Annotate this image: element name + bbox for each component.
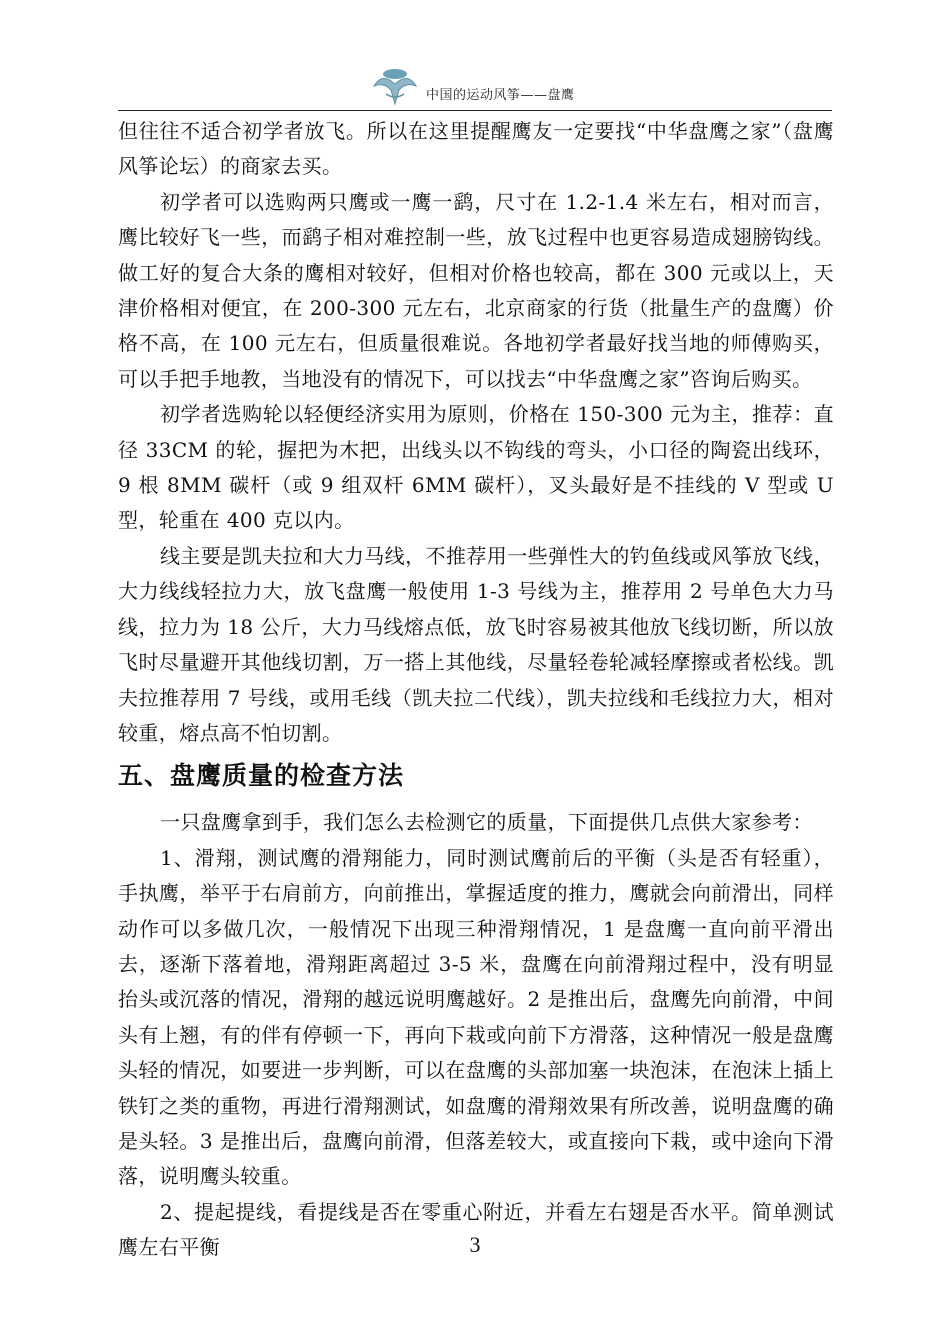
header-divider (118, 110, 832, 111)
paragraph-reel-selection: 初学者选购轮以轻便经济实用为原则，价格在 150-300 元为主，推荐：直径 33CM 的轮，握把为木把，出线头以不钩线的弯头，小口径的陶瓷出线环，9 根 8MM 碳杆（或 9 组双杆 6MM 碳杆），叉头最好是不挂线的 V 型或 U 型，轮重在 400 克以内。 (118, 402, 834, 533)
document-body (118, 114, 834, 1266)
page-number: 3 (469, 1232, 481, 1257)
header-title: 中国的运动风筝——盘鹰 (426, 88, 575, 103)
eagle-logo-icon (372, 64, 418, 108)
paragraph-bridle-test: 2、提起提线，看提线是否在零重心附近，并看左右翅是否水平。简单测试鹰左右平衡 (118, 1199, 834, 1260)
paragraph-beginner-kite-purchase: 初学者可以选购两只鹰或一鹰一鹞，尺寸在 1.2-1.4 米左右，相对而言，鹰比较好飞一些，而鹞子相对难控制一些，放飞过程中也更容易造成翅膀钩线。做工好的复合大条的鹰相对较好，但相对价格也较高，都在 300 元或以上，天津价格相对便宜，在 200-300 元左右，北京商家的行货（批量生产的盘鹰）价格不高，在 100 元左右，但质量很难说。各地初学者最好找当地的师傅购买，可以手把手地教，当地没有的情况下，可以找去“中华盘鹰之家”咨询后购买。 (118, 189, 834, 391)
paragraph-line-selection: 线主要是凯夫拉和大力马线，不推荐用一些弹性大的钓鱼线或风筝放飞线，大力线线轻拉力大，放飞盘鹰一般使用 1-3 号线为主，推荐用 2 号单色大力马线，拉力为 18 公斤，大力马线熔点低，放飞时容易被其他放飞线切断，所以放飞时尽量避开其他线切割，万一搭上其他线，尽量轻卷轮减轻摩擦或者松线。凯夫拉推荐用 7 号线，或用毛线（凯夫拉二代线），凯夫拉线和毛线拉力大，相对较重，熔点高不怕切割。 (118, 543, 834, 745)
paragraph-quality-intro: 一只盘鹰拿到手，我们怎么去检测它的质量，下面提供几点供大家参考： (160, 810, 813, 835)
section-heading: 五、盘鹰质量的检查方法 (118, 761, 405, 791)
paragraph-continuation: 但往往不适合初学者放飞。所以在这里提醒鹰友一定要找“中华盘鹰之家”（盘鹰风筝论坛）的商家去买。 (118, 119, 834, 179)
page-header (0, 62, 950, 112)
paragraph-glide-test: 1、滑翔，测试鹰的滑翔能力，同时测试鹰前后的平衡（头是否有轻重），手执鹰，举平于右肩前方，向前推出，掌握适度的推力，鹰就会向前滑出，同样动作可以多做几次，一般情况下出现三种滑翔情况，1 是盘鹰一直向前平滑出去，逐渐下落着地，滑翔距离超过 3-5 米，盘鹰在向前滑翔过程中，没有明显抬头或沉落的情况，滑翔的越远说明鹰越好。2 是推出后，盘鹰先向前滑，中间头有上翘，有的伴有停顿一下，再向下栽或向前下方滑落，这种情况一般是盘鹰头轻的情况，如要进一步判断，可以在盘鹰的头部加塞一块泡沫，在泡沫上插上铁钉之类的重物，再进行滑翔测试，如盘鹰的滑翔效果有所改善，说明盘鹰的确是头轻。3 是推出后，盘鹰向前滑，但落差较大，或直接向下栽，或中途向下滑落，说明鹰头较重。 (118, 845, 834, 1189)
